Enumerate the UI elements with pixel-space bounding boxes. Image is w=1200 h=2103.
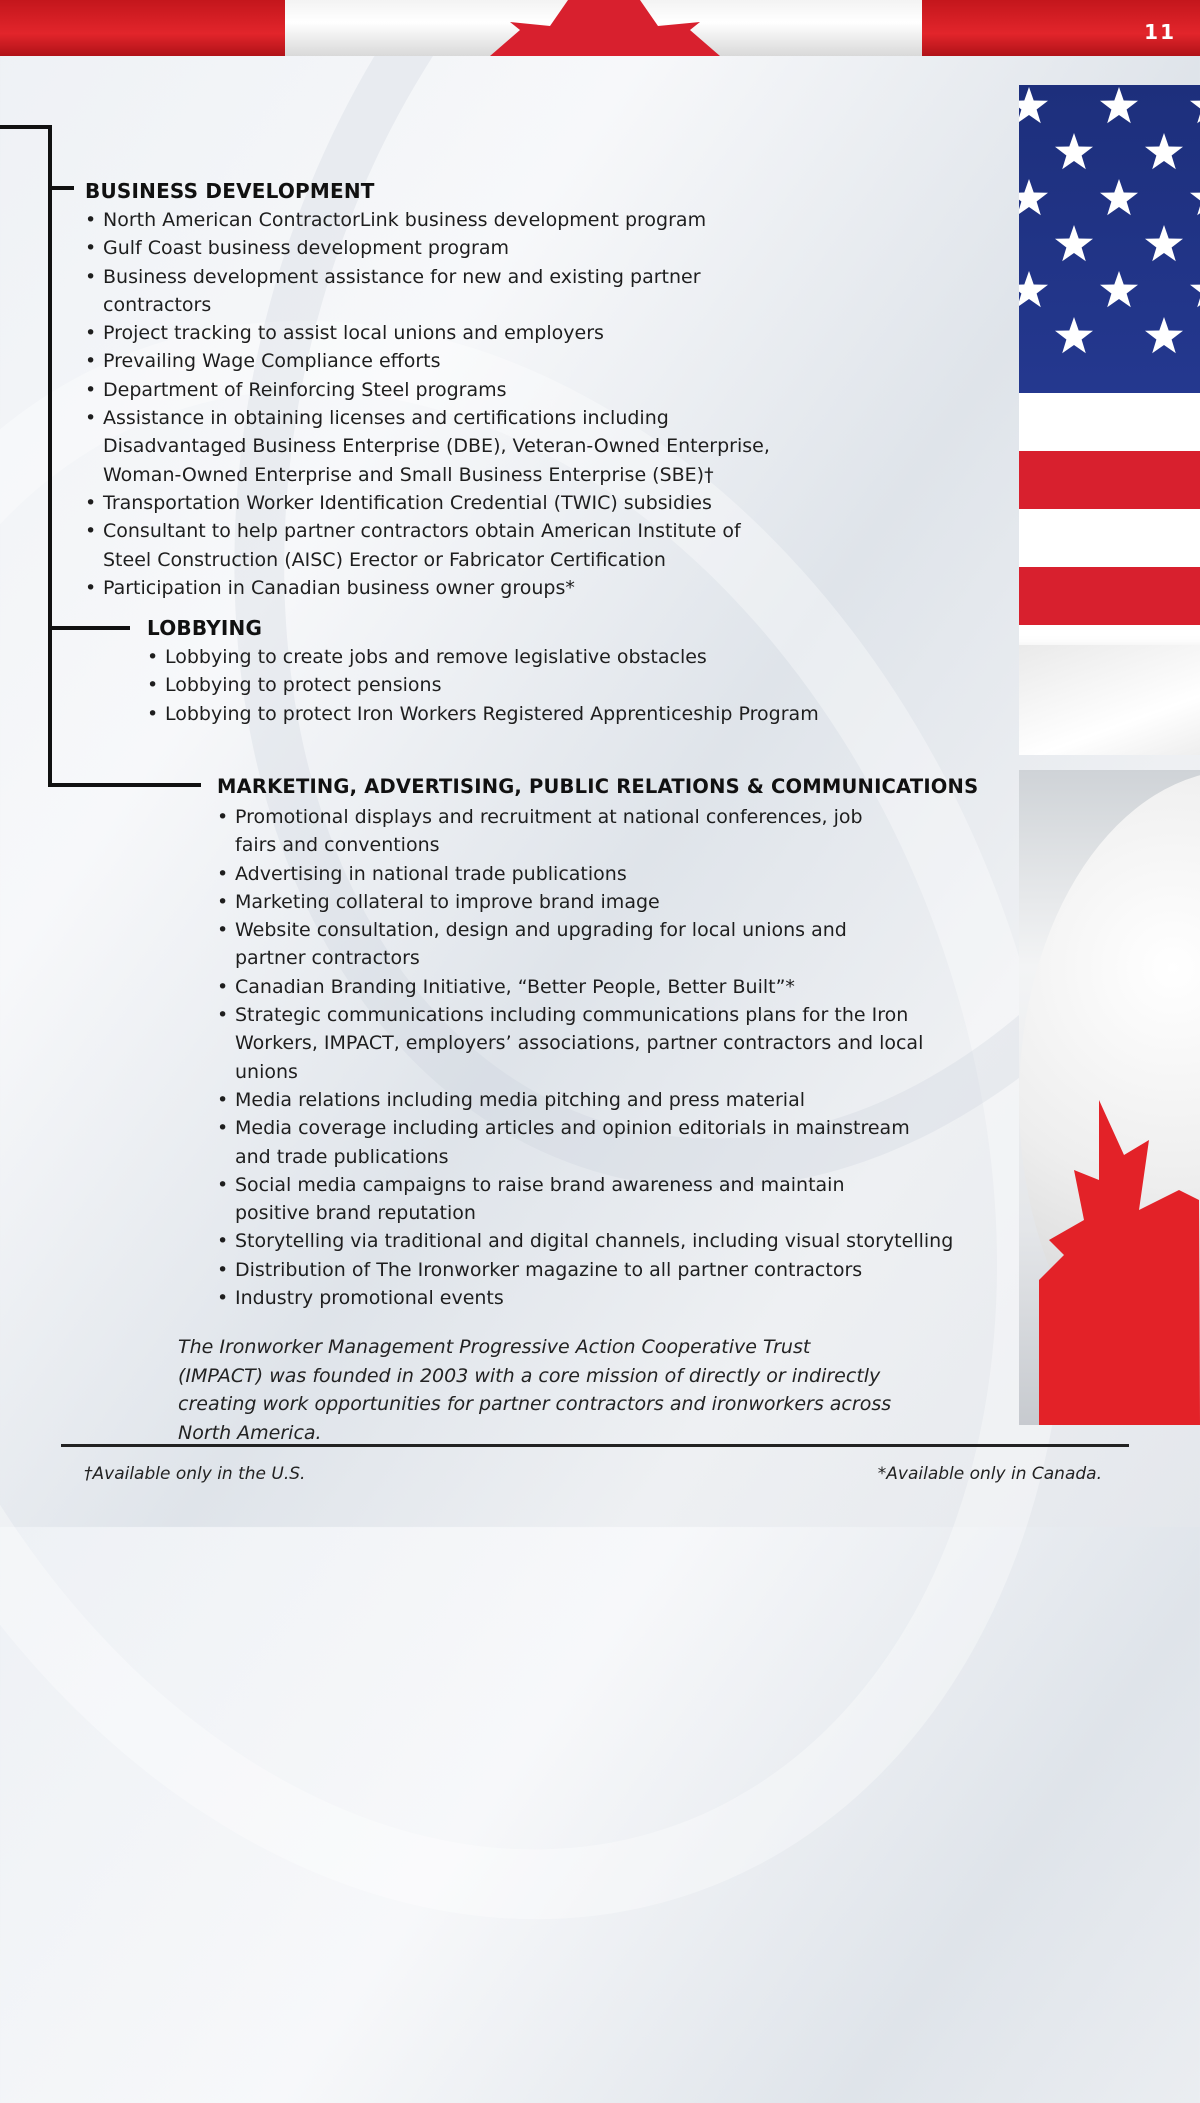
footnote-us-only: †Available only in the U.S.	[84, 1464, 306, 1484]
list-item: • Industry promotional events	[217, 1287, 504, 1310]
stars-icon	[1019, 85, 1200, 393]
list-item: • North American ContractorLink business development program	[85, 209, 707, 231]
canada-globe-image	[1019, 770, 1200, 1425]
marketing-list	[217, 803, 962, 1312]
list-item: • Media coverage including articles and opinion editorials in mainstream and trade publications	[217, 1117, 910, 1168]
list-item: • Media relations including media pitching and press material	[217, 1088, 805, 1111]
list-item: • Project tracking to assist local unions and employers	[85, 322, 604, 345]
bracket-line	[0, 125, 52, 129]
maple-leaf-icon	[340, 0, 860, 56]
us-flag-image	[1019, 85, 1200, 755]
mission-statement: The Ironworker Management Progressive Action Cooperative Trust (IMPACT) was founded in 2003 with a core mission of directly or indirectly creating work opportunities for partner contractors and ironworkers across North America.	[178, 1336, 892, 1444]
list-item: • Assistance in obtaining licenses and certifications including Disadvantaged Business Enterprise (DBE), Veteran-Owned Enterprise, Woman-Owned Enterprise and Small Business Enterprise (SBE)†	[85, 407, 770, 486]
list-item: • Strategic communications including communications plans for the Iron Workers, IMPACT, employers’ associations, partner contractors and local unions	[217, 1004, 924, 1083]
footnote-canada-only: *Available only in Canada.	[877, 1464, 1102, 1484]
list-item: • Promotional displays and recruitment at national conferences, job fairs and conventions	[217, 806, 863, 857]
list-item: • Gulf Coast business development program	[85, 237, 510, 260]
list-item: • Business development assistance for new and existing partner contractors	[85, 265, 701, 316]
list-item: • Advertising in national trade publications	[217, 862, 627, 885]
list-item: • Lobbying to protect Iron Workers Registered Apprenticeship Program	[147, 702, 819, 725]
list-item: • Lobbying to protect pensions	[147, 674, 442, 697]
section-heading-marketing: MARKETING, ADVERTISING, PUBLIC RELATIONS & COMMUNICATIONS	[217, 775, 979, 798]
list-item: • Marketing collateral to improve brand image	[217, 890, 660, 913]
footer-divider	[61, 1444, 1129, 1447]
bracket-line	[48, 783, 201, 787]
maple-leaf-icon	[1039, 1070, 1200, 1425]
list-item: • Lobbying to create jobs and remove legislative obstacles	[147, 646, 707, 668]
list-item: • Participation in Canadian business owner groups*	[85, 576, 575, 599]
bracket-line	[48, 186, 74, 190]
page-number: 11	[1144, 20, 1176, 44]
list-item: • Consultant to help partner contractors obtain American Institute of Steel Construction (AISC) Erector or Fabricator Certification	[85, 520, 741, 571]
section-heading-business-development: BUSINESS DEVELOPMENT	[85, 179, 375, 203]
business-development-list	[85, 206, 775, 602]
list-item: • Prevailing Wage Compliance efforts	[85, 350, 441, 373]
list-item: • Transportation Worker Identification Credential (TWIC) subsidies	[85, 491, 712, 514]
list-item: • Canadian Branding Initiative, “Better People, Better Built”*	[217, 975, 795, 998]
list-item: • Social media campaigns to raise brand awareness and maintain positive brand reputation	[217, 1173, 845, 1225]
list-item: • Website consultation, design and upgrading for local unions and partner contractors	[217, 919, 847, 970]
list-item: • Distribution of The Ironworker magazine to all partner contractors	[217, 1258, 863, 1281]
bracket-line	[48, 125, 52, 785]
bracket-line	[48, 626, 130, 630]
list-item: • Department of Reinforcing Steel programs	[85, 378, 507, 401]
list-item: • Storytelling via traditional and digital channels, including visual storytelling	[217, 1230, 954, 1253]
canadian-flag-banner	[0, 0, 1200, 56]
section-heading-lobbying: LOBBYING	[147, 616, 263, 640]
lobbying-list	[147, 643, 827, 728]
